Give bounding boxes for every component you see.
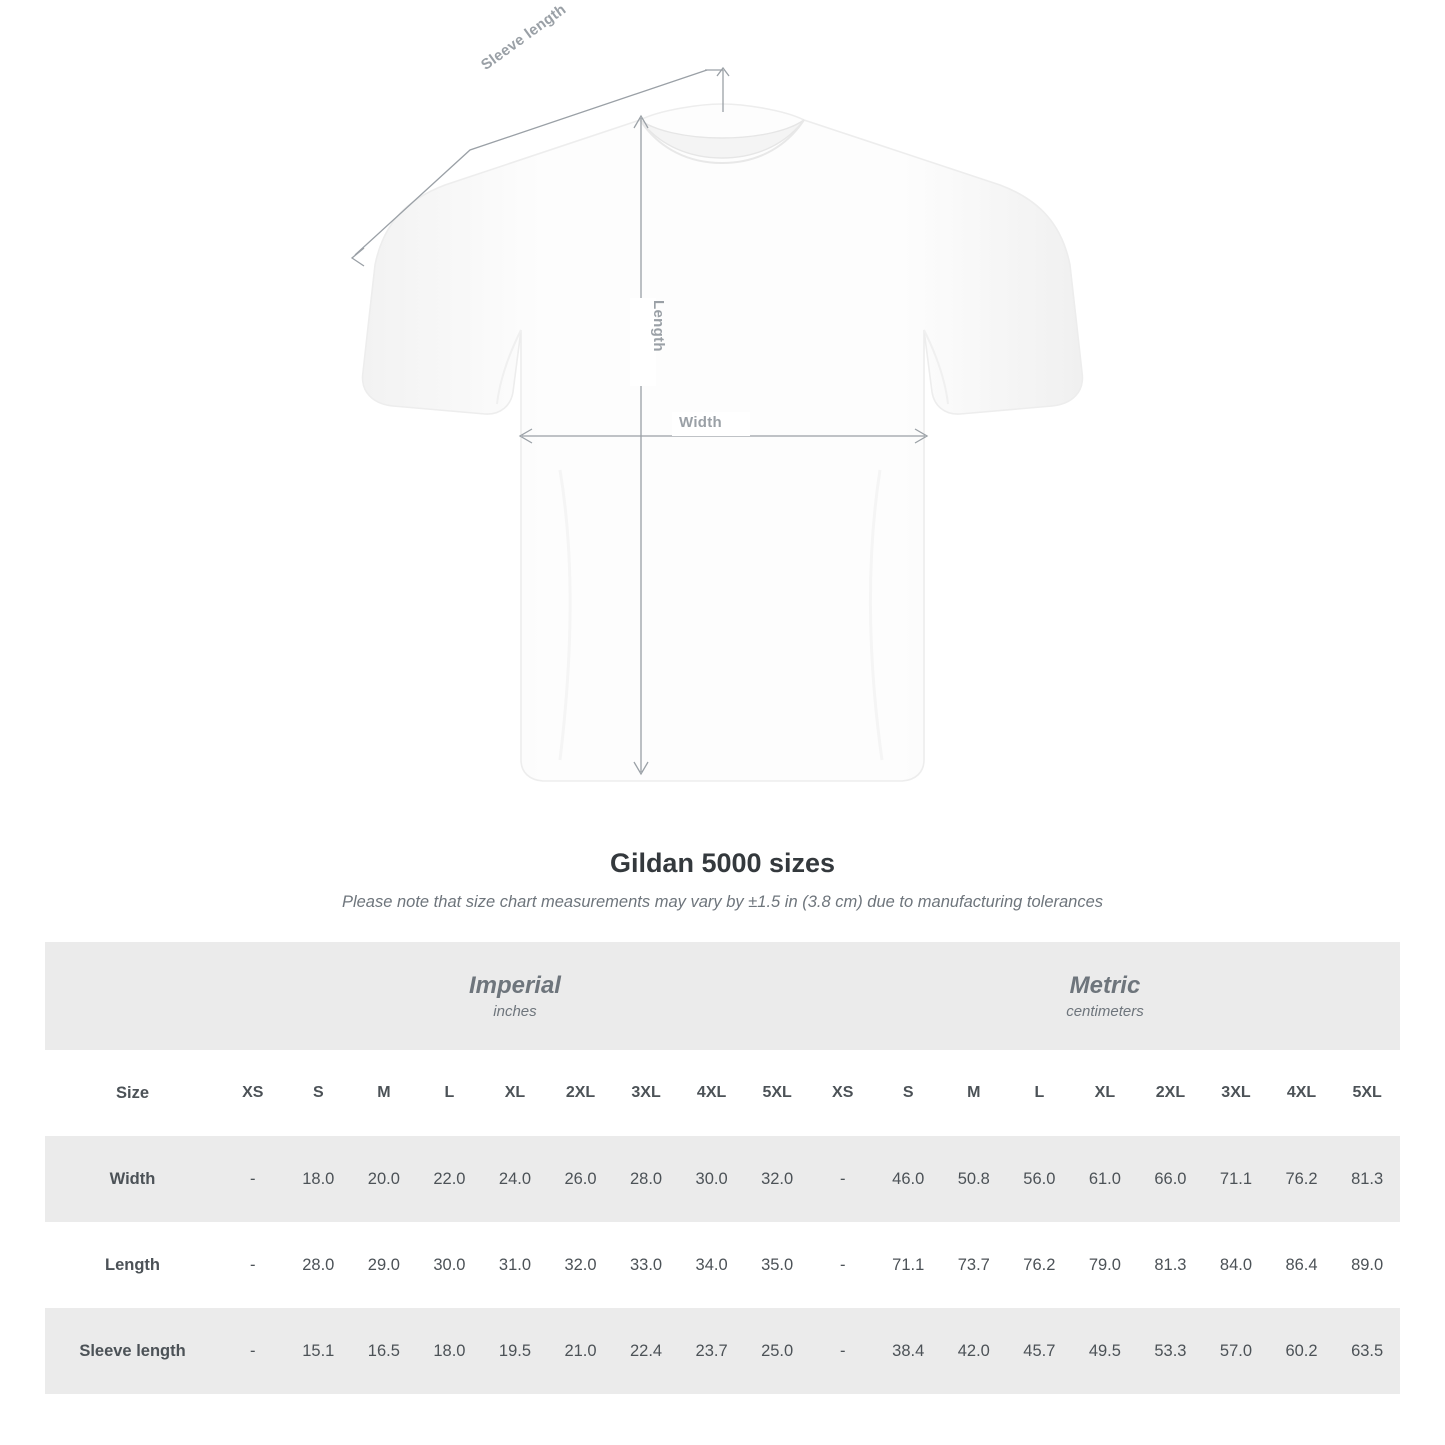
size-header-imperial-3xl: 3XL (613, 1050, 679, 1136)
size-header-imperial-m: M (351, 1050, 417, 1136)
sleeve-arrow-bottom (352, 248, 364, 266)
shirt-body (363, 104, 1083, 781)
cell-sleeve-metric-5xl: 63.5 (1334, 1308, 1400, 1394)
unit-header-metric (810, 942, 1400, 1050)
cell-sleeve-imperial-5xl: 25.0 (744, 1308, 810, 1394)
cell-sleeve-imperial-m: 16.5 (351, 1308, 417, 1394)
cell-length-metric-xs: - (810, 1222, 876, 1308)
cell-length-imperial-xs: - (220, 1222, 286, 1308)
size-header-imperial-xs: XS (220, 1050, 286, 1136)
cell-length-metric-s: 71.1 (875, 1222, 941, 1308)
size-header-imperial-4xl: 4XL (679, 1050, 745, 1136)
cell-sleeve-imperial-s: 15.1 (286, 1308, 352, 1394)
cell-length-imperial-m: 29.0 (351, 1222, 417, 1308)
size-header-metric-xs: XS (810, 1050, 876, 1136)
cell-width-imperial-xs: - (220, 1136, 286, 1222)
unit-metric-sub: centimeters (1066, 1003, 1144, 1021)
cell-length-imperial-4xl: 34.0 (679, 1222, 745, 1308)
cell-sleeve-metric-2xl: 53.3 (1138, 1308, 1204, 1394)
tolerance-note: Please note that size chart measurements may vary by ±1.5 in (3.8 cm) due to manufacturing tolerances (341, 893, 1104, 911)
cell-length-metric-5xl: 89.0 (1334, 1222, 1400, 1308)
cell-length-imperial-5xl: 35.0 (744, 1222, 810, 1308)
length-label: Length (650, 300, 667, 352)
cell-width-metric-xl: 61.0 (1072, 1136, 1138, 1222)
size-header-label: Size (45, 1050, 220, 1136)
cell-sleeve-metric-3xl: 57.0 (1203, 1308, 1269, 1394)
table-row (45, 1136, 1400, 1222)
cell-width-metric-m: 50.8 (941, 1136, 1007, 1222)
cell-width-imperial-5xl: 32.0 (744, 1136, 810, 1222)
size-header-metric-m: M (941, 1050, 1007, 1136)
cell-sleeve-metric-l: 45.7 (1007, 1308, 1073, 1394)
cell-length-metric-m: 73.7 (941, 1222, 1007, 1308)
cell-length-metric-l: 76.2 (1007, 1222, 1073, 1308)
size-header-row (45, 1050, 1400, 1136)
size-header-imperial-5xl: 5XL (744, 1050, 810, 1136)
unit-header-imperial (220, 942, 810, 1050)
size-header-imperial-xl: XL (482, 1050, 548, 1136)
cell-sleeve-imperial-l: 18.0 (417, 1308, 483, 1394)
size-header-metric-xl: XL (1072, 1050, 1138, 1136)
size-header-metric-s: S (875, 1050, 941, 1136)
cell-width-imperial-xl: 24.0 (482, 1136, 548, 1222)
cell-width-metric-xs: - (810, 1136, 876, 1222)
cell-width-imperial-l: 22.0 (417, 1136, 483, 1222)
cell-length-imperial-l: 30.0 (417, 1222, 483, 1308)
cell-length-imperial-2xl: 32.0 (548, 1222, 614, 1308)
cell-sleeve-imperial-xs: - (220, 1308, 286, 1394)
cell-width-imperial-2xl: 26.0 (548, 1136, 614, 1222)
page-title: Gildan 5000 sizes (609, 848, 836, 878)
cell-length-imperial-xl: 31.0 (482, 1222, 548, 1308)
cell-sleeve-metric-4xl: 60.2 (1269, 1308, 1335, 1394)
cell-length-metric-4xl: 86.4 (1269, 1222, 1335, 1308)
cell-sleeve-imperial-3xl: 22.4 (613, 1308, 679, 1394)
cell-sleeve-metric-xl: 49.5 (1072, 1308, 1138, 1394)
row-label-sleeve-length: Sleeve length (45, 1308, 220, 1394)
size-header-metric-5xl: 5XL (1334, 1050, 1400, 1136)
cell-length-metric-2xl: 81.3 (1138, 1222, 1204, 1308)
cell-width-imperial-3xl: 28.0 (613, 1136, 679, 1222)
cell-width-imperial-m: 20.0 (351, 1136, 417, 1222)
size-header-metric-l: L (1007, 1050, 1073, 1136)
cell-width-imperial-s: 18.0 (286, 1136, 352, 1222)
unit-imperial-name: Imperial (468, 971, 561, 999)
size-header-metric-3xl: 3XL (1203, 1050, 1269, 1136)
cell-width-imperial-4xl: 30.0 (679, 1136, 745, 1222)
cell-sleeve-metric-m: 42.0 (941, 1308, 1007, 1394)
cell-width-metric-2xl: 66.0 (1138, 1136, 1204, 1222)
cell-sleeve-metric-s: 38.4 (875, 1308, 941, 1394)
cell-sleeve-metric-xs: - (810, 1308, 876, 1394)
size-table (45, 942, 1400, 1394)
sleeve-length-label: Sleeve length (478, 0, 570, 74)
row-label-width: Width (45, 1136, 220, 1222)
size-header-metric-2xl: 2XL (1138, 1050, 1204, 1136)
cell-length-imperial-3xl: 33.0 (613, 1222, 679, 1308)
unit-header-spacer (45, 942, 220, 1050)
size-header-imperial-l: L (417, 1050, 483, 1136)
unit-header-row (45, 942, 1400, 1050)
unit-metric-name: Metric (1069, 971, 1141, 999)
cell-width-metric-l: 56.0 (1007, 1136, 1073, 1222)
size-table-wrapper (45, 942, 1400, 1394)
row-label-length: Length (45, 1222, 220, 1308)
cell-width-metric-s: 46.0 (875, 1136, 941, 1222)
cell-width-metric-3xl: 71.1 (1203, 1136, 1269, 1222)
size-header-imperial-s: S (286, 1050, 352, 1136)
cell-length-imperial-s: 28.0 (286, 1222, 352, 1308)
cell-sleeve-imperial-2xl: 21.0 (548, 1308, 614, 1394)
size-header-imperial-2xl: 2XL (548, 1050, 614, 1136)
width-label: Width (679, 414, 723, 431)
table-row (45, 1308, 1400, 1394)
size-header-metric-4xl: 4XL (1269, 1050, 1335, 1136)
cell-length-metric-3xl: 84.0 (1203, 1222, 1269, 1308)
cell-width-metric-4xl: 76.2 (1269, 1136, 1335, 1222)
unit-imperial-sub: inches (493, 1003, 537, 1021)
cell-width-metric-5xl: 81.3 (1334, 1136, 1400, 1222)
cell-sleeve-imperial-xl: 19.5 (482, 1308, 548, 1394)
cell-length-metric-xl: 79.0 (1072, 1222, 1138, 1308)
table-row (45, 1222, 1400, 1308)
cell-sleeve-imperial-4xl: 23.7 (679, 1308, 745, 1394)
